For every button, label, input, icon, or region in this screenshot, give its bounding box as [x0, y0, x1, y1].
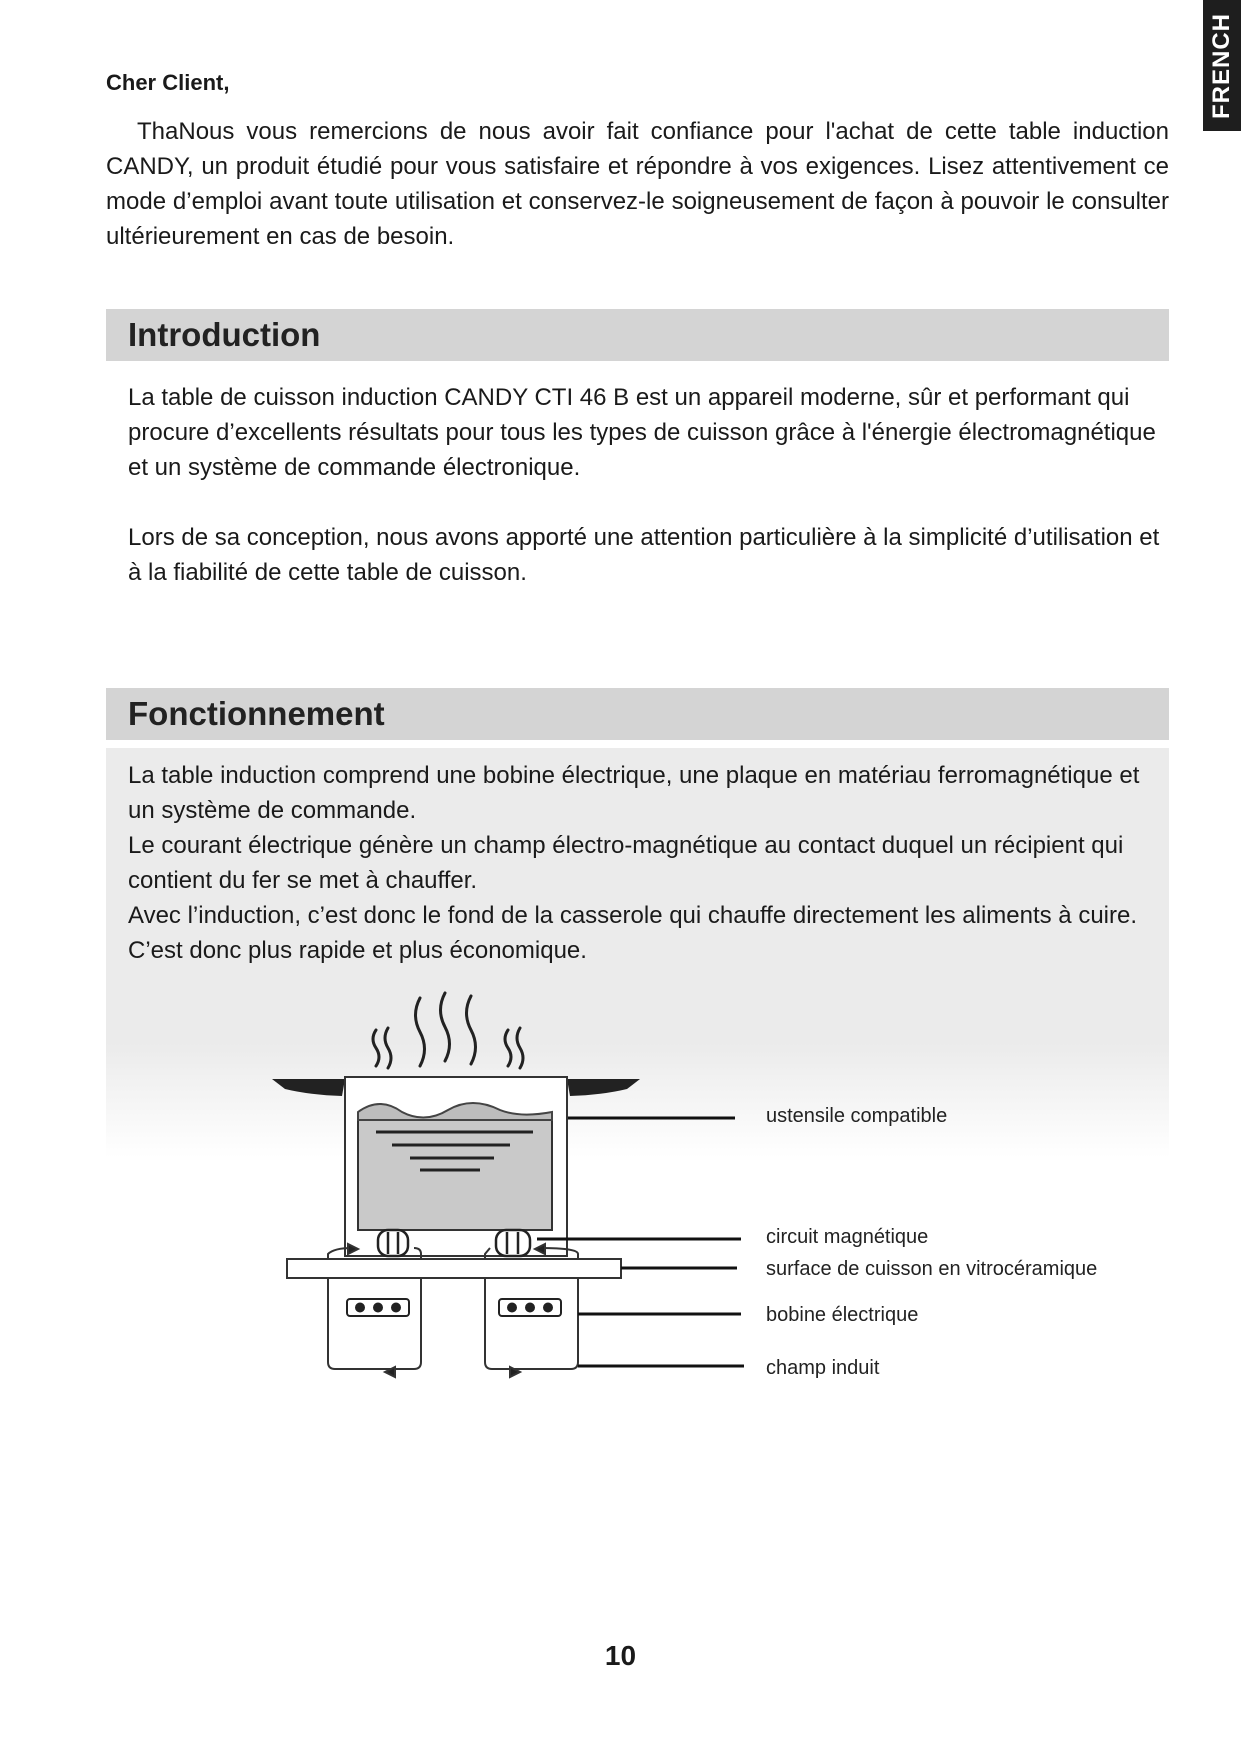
introduction-title: Introduction: [128, 316, 321, 353]
label-surface-cuisson: surface de cuisson en vitrocéramique: [766, 1258, 1098, 1280]
fonctionnement-line-1: La table induction comprend une bobine électrique, une plaque en matériau ferromagnétique et un système de commande.: [128, 762, 1140, 824]
label-champ-induit: champ induit: [766, 1357, 880, 1379]
fonctionnement-title: Fonctionnement: [128, 695, 385, 732]
pan-icon: [272, 1077, 640, 1256]
fonctionnement-line-4: C’est donc plus rapide et plus économique.: [128, 937, 587, 964]
electric-coil-icon: [347, 1299, 561, 1316]
fonctionnement-line-2: Le courant électrique génère un champ électro-magnétique au contact duquel un récipient qui contient du fer se met à chauffer.: [128, 832, 1124, 894]
fonctionnement-line-3: Avec l’induction, c’est donc le fond de la casserole qui chauffe directement les aliments à cuire.: [128, 902, 1138, 929]
ceramic-surface: [287, 1259, 621, 1278]
introduction-paragraph-2: Lors de sa conception, nous avons apporté une attention particulière à la simplicité d’utilisation et à la fiabilité de cette table de cuisson.: [128, 524, 1160, 586]
label-ustensile-compatible: ustensile compatible: [766, 1105, 948, 1127]
label-circuit-magnetique: circuit magnétique: [766, 1226, 929, 1248]
label-bobine-electrique: bobine électrique: [766, 1304, 919, 1326]
language-tab-label: FRENCH: [1208, 12, 1235, 119]
page-number: 10: [604, 1640, 637, 1671]
intro-paragraph: ThaNous vous remercions de nous avoir fait confiance pour l'achat de cette table induction CANDY, un produit étudié pour vous satisfaire et répondre à vos exigences. Lisez attentivement ce mode d’emploi avant toute utilisation et conservez-le soigneusement de façon à pouvoir le consulter ultérieurement en cas de besoin.: [106, 118, 1169, 250]
leader-lines: [537, 1118, 744, 1366]
greeting: Cher Client,: [106, 70, 230, 95]
introduction-paragraph-1: La table de cuisson induction CANDY CTI 46 B est un appareil moderne, sûr et performant qui procure d’excellents résultats pour tous les types de cuisson grâce à l'énergie électromagnétique et un système de commande électronique.: [128, 384, 1156, 481]
steam-icon: [373, 993, 523, 1068]
